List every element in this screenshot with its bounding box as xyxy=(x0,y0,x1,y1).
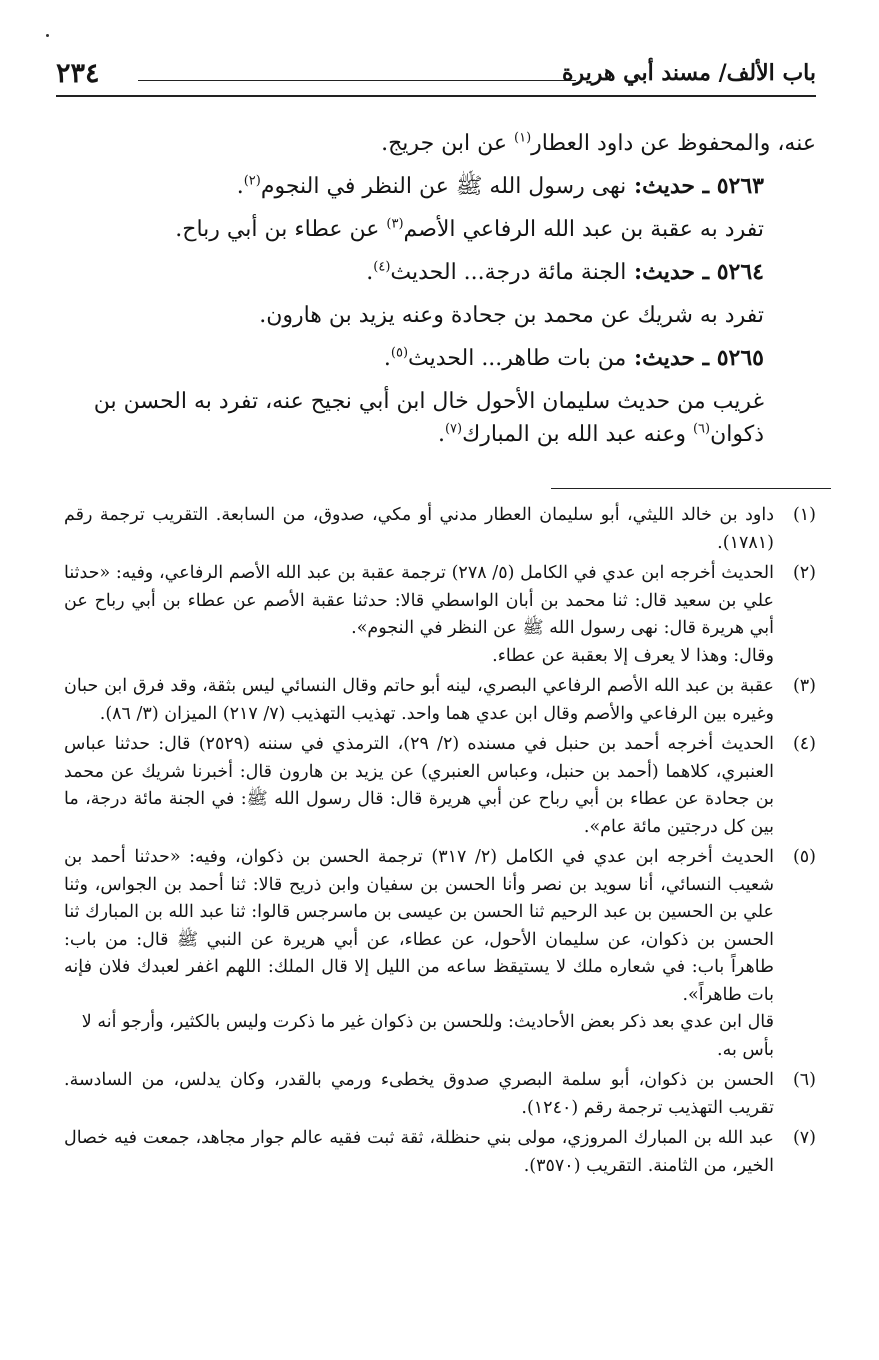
footnote-7 xyxy=(64,1125,816,1180)
footnote-5 xyxy=(64,844,816,1064)
page-number: ٢٣٤ xyxy=(56,58,100,89)
footnote-number: (٧) xyxy=(792,1128,816,1148)
footnote-2 xyxy=(64,560,816,670)
footnote-extra: قال ابن عدي بعد ذكر بعض الأحاديث: وللحسن بن ذكوان غير ما ذكرت وليس بالكثير، وأرجو أنه لا بأس به. xyxy=(81,1012,774,1060)
footnote-extra: وقال: وهذا لا يعرف إلا بعقبة عن عطاء. xyxy=(492,645,774,666)
paragraph-1: عنه، والمحفوظ عن داود العطار$^{(١)}$ عن ابن جريج. xyxy=(381,130,816,156)
footnote-separator xyxy=(551,488,831,489)
footnote-1 xyxy=(64,502,816,557)
hadith-5264: ٥٢٦٤ ـ حديث: الجنة مائة درجة... الحديث$^{(٤)}$. xyxy=(366,259,764,285)
hadith-5263: ٥٢٦٣ ـ حديث: نهى رسول الله ﷺ عن النظر في النجوم$^{(٢)}$. xyxy=(236,173,764,199)
footnote-text: الحديث أخرجه ابن عدي في الكامل (٢/ ٣١٧) ترجمة الحسن بن ذكوان، وفيه: «حدثنا أحمد بن شعيب النسائي، أنا سويد بن نصر وأنا الحسن بن سفيان وابن ذريح قالا: ثنا أحمد بن الجواس، وثنا علي بن الحسين بن عبد الرحيم ثنا الحسن بن عيسى بن ماسرجس قالوا: ثنا عبد الله بن المبارك ثنا الحسن بن ذكوان، عن سليمان الأحول، عن عطاء، عن أبي هريرة عن النبي ﷺ قال: من باب: طاهراً باب: في شعاره ملك لا يستيقظ ساعه من الليل إلا قال الملك: اللهم اغفر لعبدك فلان فإنه بات طاهراً». xyxy=(64,847,774,1005)
footnote-ref-2: (٢) xyxy=(243,173,261,189)
scan-speck xyxy=(46,34,49,37)
footnotes xyxy=(64,502,816,1183)
footnote-ref-7: (٧) xyxy=(444,421,463,437)
hadith-label: ٥٢٦٣ ـ حديث: xyxy=(626,173,764,199)
hadith-label: ٥٢٦٥ ـ حديث: xyxy=(626,345,764,371)
footnote-ref-6: (٦) xyxy=(692,421,711,437)
footnote-text: داود بن خالد الليثي، أبو سليمان العطار مدني أو مكي، صدوق، من السابعة. التقريب ترجمة رقم (١٧٨١). xyxy=(64,505,774,553)
footnote-number: (٢) xyxy=(792,563,816,583)
footnote-3 xyxy=(64,673,816,728)
header-line xyxy=(138,80,576,81)
footnote-text: الحسن بن ذكوان، أبو سلمة البصري صدوق يخطىء ورمي بالقدر، وكان يدلس، من السادسة. تقريب التهذيب ترجمة رقم (١٢٤٠). xyxy=(64,1070,774,1118)
footnote-4 xyxy=(64,731,816,841)
main-text xyxy=(64,127,816,461)
hadith-label: ٥٢٦٤ ـ حديث: xyxy=(626,259,764,285)
footnote-ref-1: (١) xyxy=(514,130,532,146)
paragraph-3: تفرد به عقبة بن عبد الله الرفاعي الأصم$^{(٣)}$ عن عطاء بن أبي رباح. xyxy=(175,216,764,242)
footnote-6 xyxy=(64,1067,816,1122)
page-header xyxy=(56,58,816,94)
footnote-text: الحديث أخرجه أحمد بن حنبل في مسنده (٢/ ٢٩)، الترمذي في سننه (٢٥٢٩) قال: حدثنا عباس العنبري، كلاهما (أحمد بن حنبل، وعباس العنبري) عن يزيد بن هارون قال: أخبرنا شريك عن محمد بن جحادة عن عطاء بن أبي رباح عن أبي هريرة قال: قال رسول الله ﷺ: في الجنة مائة درجة، ما بين كل درجتين مائة عام». xyxy=(64,734,774,837)
running-title: باب الألف/ مسند أبي هريرة xyxy=(561,60,816,86)
footnote-number: (٣) xyxy=(792,676,816,696)
footnote-ref-3: (٣) xyxy=(386,216,404,232)
footnote-number: (٦) xyxy=(792,1070,816,1090)
paragraph-5: تفرد به شريك عن محمد بن جحادة وعنه يزيد بن هارون. xyxy=(259,303,764,328)
footnote-ref-4: (٤) xyxy=(373,259,391,275)
footnote-text: الحديث أخرجه ابن عدي في الكامل (٥/ ٢٧٨) ترجمة عقبة بن عبد الله الأصم الرفاعي، وفيه: «حدثنا علي بن سعيد قال: ثنا محمد بن أبان الواسطي قالا: حدثنا عقبة الأصم عن عطاء بن أبي رباح عن أبي هريرة قال: نهى رسول الله ﷺ عن النظر في النجوم». xyxy=(64,563,774,638)
paragraph-7: غريب من حديث سليمان الأحول خال ابن أبي نجيح عنه، تفرد به الحسن بن ذكوان$^{(٦)}$ وعنه عبد الله بن المبارك$^{(٧)}$. xyxy=(93,389,764,447)
footnote-number: (٥) xyxy=(792,847,816,867)
hadith-5265: ٥٢٦٥ ـ حديث: من بات طاهر... الحديث$^{(٥)}$. xyxy=(383,345,764,371)
footnote-text: عبد الله بن المبارك المروزي، مولى بني حنظلة، ثقة ثبت فقيه عالم جوار مجاهد، جمعت فيه خصال الخير، من الثامنة. التقريب (٣٥٧٠). xyxy=(64,1128,774,1176)
footnote-number: (١) xyxy=(792,505,816,525)
footnote-ref-5: (٥) xyxy=(390,345,409,361)
header-rule xyxy=(56,95,816,97)
footnote-text: عقبة بن عبد الله الأصم الرفاعي البصري، لينه أبو حاتم وقال النسائي ليس بثقة، وقد فرق ابن حبان وغيره بين الرفاعي والأصم وقال ابن عدي هما واحد. تهذيب التهذيب (٧/ ٢١٧) الميزان (٣/ ٨٦). xyxy=(64,676,774,724)
footnote-number: (٤) xyxy=(792,734,816,754)
